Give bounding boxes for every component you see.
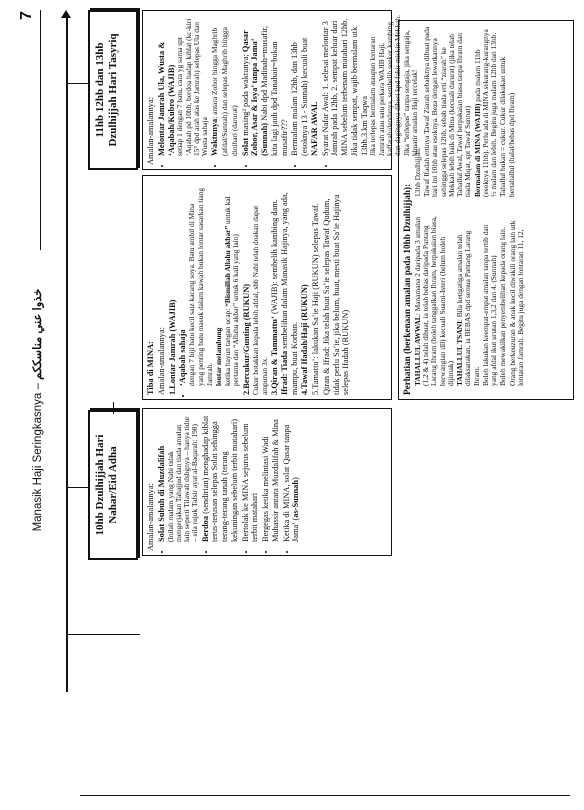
title-text: Manasik Haji Seringkasnya – [32, 383, 44, 532]
tasyriq-t3a: Solat [240, 137, 250, 156]
perhatian-p1-title: TAHALLUL AWWAL [412, 315, 422, 386]
tasyriq-t2a: Waktunya [210, 118, 220, 156]
tasyriq-t1-note: setiap 1 dengan 7 batu, cara yg sama spt ‘Aqabah pd 10hb, berdoa hadap kiblat (kc-kiri 15° dpd arah atas ke Jamrah) selepas Ula dan Wusta sahaja [175, 18, 210, 156]
perhatian-title: Perhatian (berkenaan amalan pada 10hb Dzulhijjah): [402, 183, 412, 395]
mina-i3b: (WAJIB): sembelih kambing dam. [270, 199, 279, 315]
nahar-b5b: as-Sunnah [291, 480, 301, 518]
mina-i1a-note: dengan 7 biji batu kecil saiz kacang soya. Batu ambil di Mina [187, 203, 196, 386]
arrow-head-icon [61, 10, 71, 18]
perhatian-box [398, 20, 574, 400]
perhatian-p5: Orang berkeuzuran & anak kecil diwakili orang lain utk lontaran Jamrah. Begitu juga dengan lontaran 11, 12, 13hb Dzulhijjah. [412, 147, 526, 386]
tasyriq-header-line2: Dzulhijjah Hari Tasyriq [106, 33, 119, 147]
nahar-b3: • Bertolak ke MINA sejurus sebelum terbit matahari [241, 413, 261, 542]
connector-nahar [66, 487, 88, 488]
tasyriq-intro: Amalan-amalannya: [146, 97, 155, 165]
perhatian-p7c: Perlu ada di MINA sekurang-kurangnya ½ malam dan lebih. Begitu juga malam 12hb dan 13hb. [480, 29, 499, 197]
page-number: 7 [18, 11, 35, 20]
perhatian-p4: Boleh mewakilkan penyembelihan kepada orang lain. [498, 227, 508, 386]
mina-i3d: sembelihan dalam Manasik Hajinya, yang ada, mampu, buat Korban. [279, 192, 299, 395]
mina-h1: Tiba di MINA: [146, 341, 155, 395]
mina-i4: 4.Tawaf Ifadah/Haji (RUKUN) [300, 284, 310, 395]
nahar-header [88, 410, 138, 560]
tasyriq-t4a: Bermalam malam 12hb, dan 13hb (esoknya 13 - Sunnah) kecuali buat [290, 37, 310, 156]
mina-i5b: Qiran & Ifrad: Jika telah buat Sa’ie selepas Tawaf Qudum, tidak perlu Sa’ie, jika belum, buat, mesti buat Sa’ie Hajinya selepas Ifadah (RUKUN) [321, 194, 351, 395]
mina-h2: Amalan-amalannya: [156, 327, 166, 395]
tasyriq-t4b: NAFAR AWAL [309, 101, 319, 156]
perhatian-p8: Tahallul bukan = cukur. Cukur dilakukan untuk bertahallul (halal/bebas dpd Ihram) [498, 56, 516, 197]
nahar-header-line2: Nahar/Eid Adha [106, 446, 119, 524]
tasyriq-header [88, 10, 138, 170]
nahar-header-line1: 10hb Dzulhijjah Hari [94, 434, 106, 536]
perhatian-p1-text: : Manamana 2 daripada 3 amalan (1,2 & 4) telah dibuat, ia telah bebas daripada Pantang Larang Ihram (boleh tanggalkan Ihram, berpakaian biasa, berwangian dll) kecuali Suami-Isteri (belum boleh dijimak) [412, 216, 455, 386]
mina-i2: 2.Bercukur/Gunting (RUKUN) [241, 283, 251, 395]
mina-i2-note: Cukur botakkan kepala lebih afdal, sbb Nabi telah doakan dapat ampunan 3x. [251, 205, 269, 395]
mina-i1d: ketika hayun tangan ucap: [223, 308, 233, 386]
mina-i1: 1.Lontar Jamrah (WAJIB) [167, 299, 177, 395]
connector-nahar-mina [113, 402, 114, 414]
mina-i5a: 5.Tamattu’: lakukan Sa’ie Haji (RUKUN) selepas Tawaf. [311, 203, 320, 395]
mina-i3c: Ifrad: Tiada [279, 350, 289, 395]
nahar-b5a: Ketika di MINA, solat Qasar tanpa Jama’ ( [281, 424, 301, 542]
tasyriq-header-line1: 11hb 12hb dan 13hb [94, 42, 106, 138]
connector-tasyriq [66, 83, 88, 84]
perhatian-p2-title: TAHALLUL TSANI [455, 321, 465, 386]
tasyriq-t3d: Nabi dpd Madinah=musafir, kita lagi jauh dpd Tanahair=bukan musafir??? [260, 25, 289, 156]
timeline-arrow [66, 14, 68, 692]
nahar-b2-title: Berdoa [200, 515, 210, 542]
tasyriq-t2b: : antara Zohor hingga Maghrib (afdal/Sunnah) dan selepas Maghrib hingga dinihari (darurat) [210, 27, 239, 156]
mina-i1c: lontar melambung [213, 327, 223, 386]
tasyriq-t5a: Syarat Nafar Awal: 1. selesai melontar 3 Jamrah pada 12hb, 2. sempat keluar dari MINA sebelum terbenam matahari 12hb. Jika tidak sempat, wajib bermalam utk 13hb.3.km Taqwa [320, 18, 369, 156]
nahar-box [142, 408, 392, 556]
perhatian-p3: Boleh lakukan keempat-empat amalan tanpa tertib dan yang afdal ikut urutan 1,3,2 dan 4. (Sunnah) [480, 224, 499, 386]
nahar-b5c: ) [291, 477, 301, 481]
tasyriq-t5-note: Jika terlepas bermalam ataupun lontaran Jamrah atau satu perkara WAJIB Haji, kaffarah/dendanya, sembelih seekor kambing dan dagingnya diberi kpd fakir miskin Mekkah. Jika “terlepas” tanpa sengaja, jika sengaja, khuatir amalan Haji tercelak! [368, 14, 419, 156]
title-arabic: خذوا عني مناسككم [32, 288, 44, 380]
perhatian-p7a: Bermalam di MINA (WAJIB) [472, 103, 482, 197]
mina-i1b: yang penting batu masuk dalam kawah bukan lontar sasarkan tiang Jamrah. [196, 187, 214, 386]
mina-i1d-takbir: “Bismillah Allahu akbar” [223, 225, 233, 307]
page-title [30, 270, 44, 550]
left-rule [80, 795, 570, 796]
mina-box [142, 175, 392, 400]
nahar-b4: • Bergegas ketika melintasi Wadi Muhassir antara Muzdalifah & Mina [261, 413, 281, 542]
nahar-b2-text: (sendirian) menghadap kiblat terus-terusan selepas Solat sehingga terang-terang tanah (terang kekuningan sebelum terbit matahari) [200, 415, 239, 542]
mina-i3a: 3.Qiran & Tammattu’ [270, 316, 279, 395]
tasyriq-t3c: Qasar Zohor, Asar & Isya’ tanpa Jama’ (Sunnah) [240, 30, 270, 156]
perhatian-p2-text: : Bila ketigatiga amalan telah dilaksanakan, ia BEBAS dpd semua Pantang Larang Ihram. [455, 230, 481, 386]
perhatian-p7b: pada malam 11hb (esoknya 11hb). [472, 49, 490, 197]
title-rule [40, 10, 41, 250]
tasyriq-t3b: masing² pada waktunya; [240, 54, 250, 136]
nahar-b1-title: Solat Subuh di Muzdalifah [156, 445, 166, 542]
tasyriq-t1a: Melontar Jamrah Ula, Wusta & ‘Aqabah/Kubro (WAJIB) [156, 41, 176, 156]
nahar-b1-note: (Inilah malam yang Nabi tidak mengerjakan Tahajjud dan tiada amalan lain seperti Tilawah dsbgnya – hanya tidur – sila rujuk Tafsir ayat al-Baqarah: 198) [165, 416, 200, 542]
perhatian-p6: Tawaf Ifadah ertinya Tawaf Ziarah sebaiknya dibuat pada hari ini 10hb atau esoknya. Beza dengan lewatkannya sehingga selepas 12hb, sebab tiada erti “ziarah” ke Mekkah lebih baik di Mina (kecuali darurat) (jika telah Tahallul Awal, Tawaf berpakaian biasa tanpa Ihram dan tiada Miqat, spt Tawaf Sunnat) [421, 26, 473, 197]
mina-i1a: ‘Aqabah sahaja [178, 329, 188, 386]
mina-i1d-note: untuk kal pertama dan “Allahu akbar” untuk 6 kali yang lain) [223, 196, 241, 386]
tasyriq-box [142, 10, 419, 170]
nahar-intro: Amalan-amalannya: [146, 483, 155, 551]
